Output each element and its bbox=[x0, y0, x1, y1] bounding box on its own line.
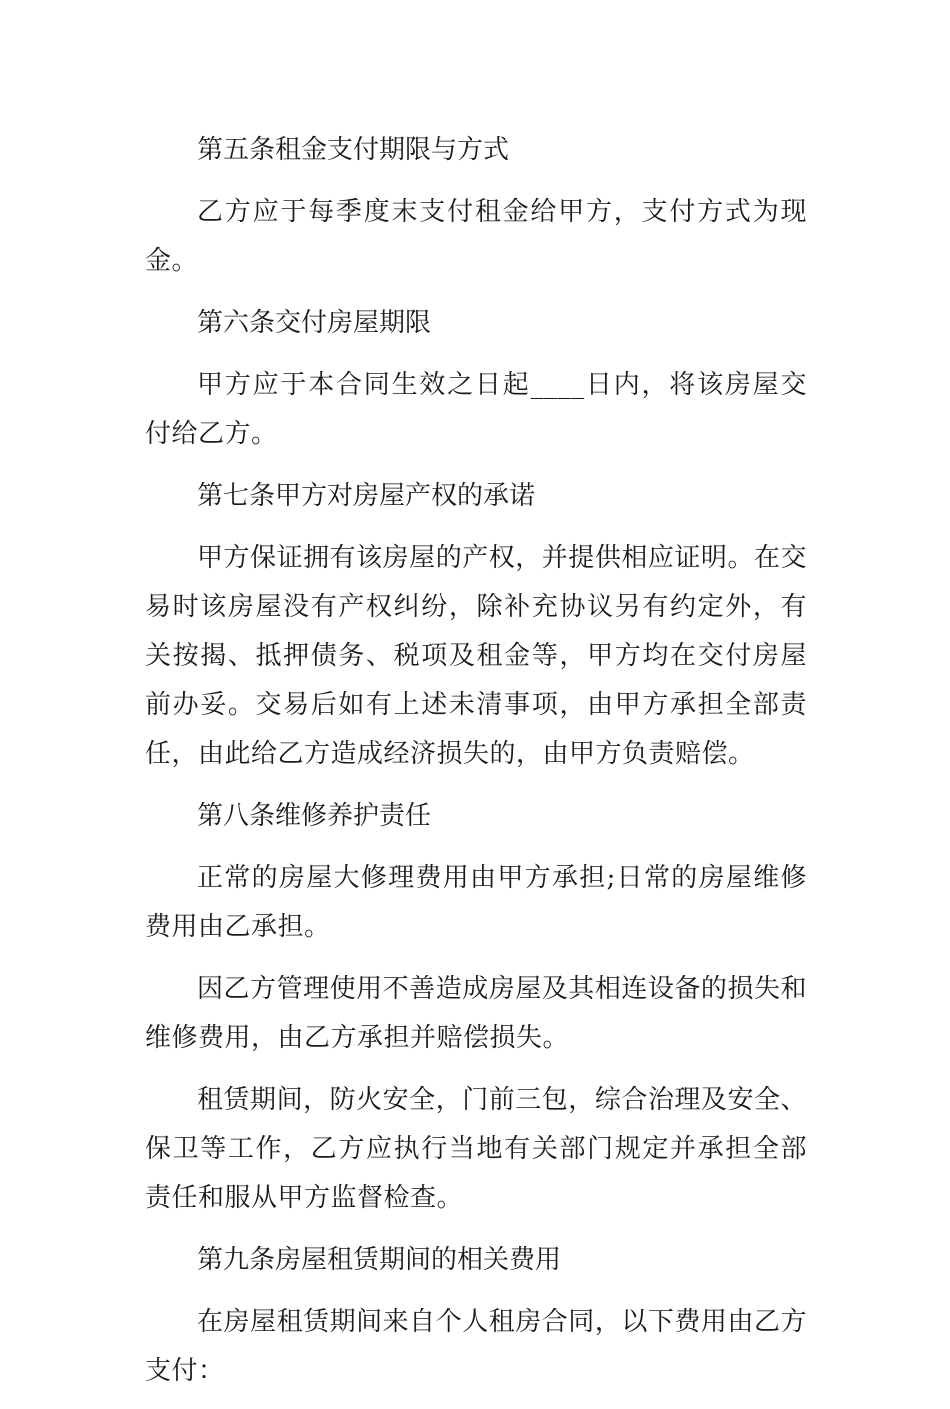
article-8-text-2: 因乙方管理使用不善造成房屋及其相连设备的损失和维修费用，由乙方承担并赔偿损失。 bbox=[145, 974, 807, 1053]
article-7-text: 甲方保证拥有该房屋的产权，并提供相应证明。在交易时该房屋没有产权纠纷，除补充协议另有约定外，有关按揭、抵押债务、税项及租金等，甲方均在交付房屋前办妥。交易后如有上述未清事项，由甲方承担全部责任，由此给乙方造成经济损失的，由甲方负责赔偿。 bbox=[145, 543, 807, 769]
article-9-heading: 第九条房屋租赁期间的相关费用 bbox=[197, 1245, 562, 1275]
article-6-text: 甲方应于本合同生效之日起____日内，将该房屋交付给乙方。 bbox=[145, 370, 807, 449]
article-9-text: 在房屋租赁期间来自个人租房合同，以下费用由乙方支付： bbox=[145, 1307, 807, 1386]
article-7-heading: 第七条甲方对房屋产权的承诺 bbox=[197, 481, 536, 511]
article-5-text: 乙方应于每季度末支付租金给甲方，支付方式为现金。 bbox=[145, 197, 807, 276]
article-8-text-3: 租赁期间，防火安全，门前三包，综合治理及安全、保卫等工作，乙方应执行当地有关部门规定并承担全部责任和服从甲方监督检查。 bbox=[145, 1085, 807, 1213]
article-8-text-1: 正常的房屋大修理费用由甲方承担;日常的房屋维修费用由乙承担。 bbox=[145, 863, 807, 942]
document-body bbox=[145, 126, 807, 1409]
article-8-heading: 第八条维修养护责任 bbox=[197, 801, 432, 831]
article-5-heading: 第五条租金支付期限与方式 bbox=[197, 135, 510, 165]
article-6-heading: 第六条交付房屋期限 bbox=[197, 308, 432, 338]
